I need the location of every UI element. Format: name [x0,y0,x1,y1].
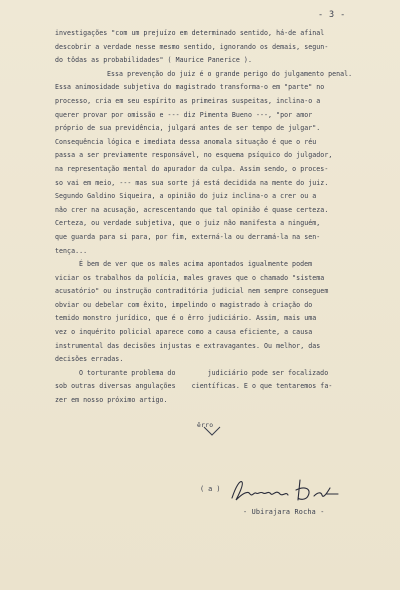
text-line: querer provar por omissão e --- diz Pimenta Bueno ---, "por amor [55,110,313,119]
signature-prefix: ( a ) [200,485,221,493]
text-line: instrumental das decisões injustas e extravagantes. Ou melhor, das [55,341,321,350]
text-line: que guarda para si para, por fim, externá-la ou derramá-la na sen- [55,232,321,241]
text-line: passa a ser previamente responsável, no esquema psíquico do julgador, [55,151,333,160]
text-line: tença... [55,246,88,255]
text-line: Segundo Galdino Siqueira, a opinião do juiz inclina-o a crer ou a [55,192,317,201]
text-line: Essa animosidade subjetiva do magistrado transforma-o em "parte" no [55,83,325,92]
text-line: so vai em meio, --- mas sua sorte já está decidida na mente do juiz. [55,178,329,187]
article-body [55,27,390,408]
handwritten-insertion: êrro [197,422,214,429]
text-line: É bem de ver que os males acima apontados igualmente podem [79,260,313,269]
text-line: temido monstro jurídico, que é o êrro judiciário. Assim, mais uma [55,314,317,323]
text-line: obviar ou debelar com êxito, impelindo o magistrado à criação do [55,300,313,309]
text-line: Essa prevenção do juiz é o grande perigo do julgamento penal. [107,69,353,78]
text-line: próprio de sua previdência, julgará antes de ser tempo de julgar". [55,124,321,133]
page-number: - 3 - [318,10,346,20]
text-line: processo, cria em seu espírito as primeiras suspeitas, inclina-o a [55,96,321,105]
text-line: Consequência lógica e imediata dessa anomala situação é que o réu [55,137,317,146]
text-line: investigações "com um prejuízo em determinado sentido, há-de afinal [55,29,325,37]
text-line: zer em nosso próximo artigo. [55,396,168,405]
text-line: Certeza, ou verdade subjetiva, que o juiz não manifesta a ninguém, [55,219,321,228]
text-line: O torturante problema do judiciário pode ser focalizado [79,368,329,377]
handwritten-signature-icon [226,476,356,504]
text-line: sob outras diversas angulações científicas. E o que tentaremos fa- [55,382,333,391]
text-line: não crer na acusação, acrescentando que tal opinião é quase certeza. [55,205,329,214]
insertion-caret-icon [203,426,221,436]
text-line: viciar os trabalhos da polícia, males graves que o chamado "sistema [55,273,325,282]
text-line: do tôdas as probabilidades" ( Maurice Panerice ). [55,56,252,65]
signature-block [200,476,390,506]
text-line: decisões erradas. [55,355,124,364]
text-line: na representação mental do apurador da culpa. Assim sendo, o proces- [55,164,329,173]
author-name: - Ubirajara Rocha - [243,508,325,516]
text-line: vez o inquérito policial aparece como a causa eficiente, a causa [55,328,313,337]
text-line: acusatório" ou instrução contraditória judicial nem sempre conseguem [55,287,329,296]
text-line: descobrir a verdade nesse mesmo sentido, ignorando os demais, segun- [55,42,329,51]
